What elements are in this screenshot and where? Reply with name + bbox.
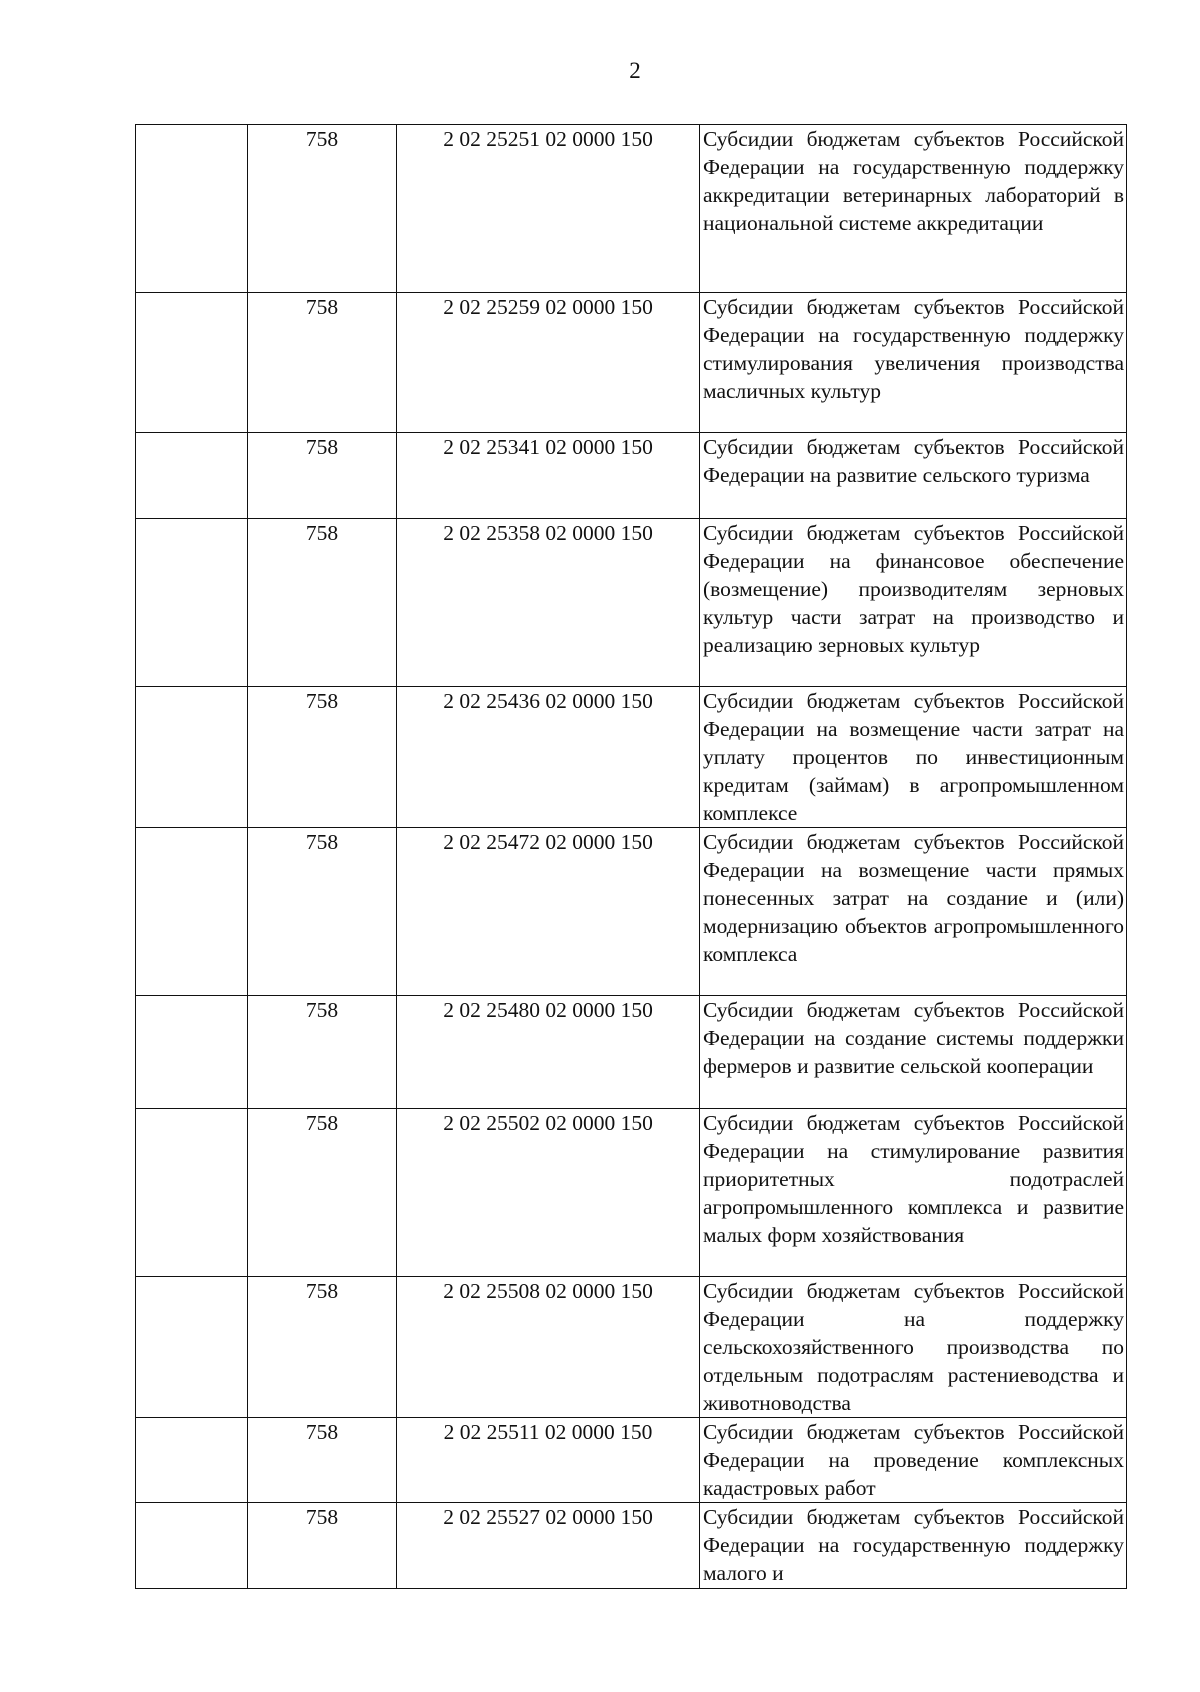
table-row — [136, 293, 1127, 433]
kbk-code-cell: 2 02 25502 02 0000 150 — [397, 1109, 700, 1277]
row-number-cell — [136, 1418, 248, 1503]
description-cell: Субсидии бюджетам субъектов Российской Федерации на поддержку сельскохозяйственного производства по отдельным подотраслям растениеводства и животноводства — [700, 1277, 1127, 1418]
row-number-cell — [136, 687, 248, 828]
description-cell: Субсидии бюджетам субъектов Российской Федерации на государственную поддержку малого и — [700, 1503, 1127, 1589]
table-row — [136, 1503, 1127, 1589]
budget-codes-table — [135, 124, 1127, 1589]
row-number-cell — [136, 1277, 248, 1418]
admin-code-cell: 758 — [248, 433, 397, 519]
table-row — [136, 433, 1127, 519]
row-number-cell — [136, 996, 248, 1109]
kbk-code-cell: 2 02 25508 02 0000 150 — [397, 1277, 700, 1418]
table-row — [136, 125, 1127, 293]
description-cell: Субсидии бюджетам субъектов Российской Федерации на развитие сельского туризма — [700, 433, 1127, 519]
admin-code-cell: 758 — [248, 1503, 397, 1589]
row-number-cell — [136, 828, 248, 996]
page-number: 2 — [629, 58, 641, 83]
admin-code-cell: 758 — [248, 1418, 397, 1503]
kbk-code-cell: 2 02 25511 02 0000 150 — [397, 1418, 700, 1503]
description-cell: Субсидии бюджетам субъектов Российской Федерации на создание системы поддержки фермеров и развитие сельской кооперации — [700, 996, 1127, 1109]
description-cell: Субсидии бюджетам субъектов Российской Федерации на стимулирование развития приоритетных подотраслей агропромышленного комплекса и развитие малых форм хозяйствования — [700, 1109, 1127, 1277]
admin-code-cell: 758 — [248, 1277, 397, 1418]
table-row — [136, 687, 1127, 828]
admin-code-cell: 758 — [248, 828, 397, 996]
admin-code-cell: 758 — [248, 519, 397, 687]
admin-code-cell: 758 — [248, 1109, 397, 1277]
kbk-code-cell: 2 02 25480 02 0000 150 — [397, 996, 700, 1109]
row-number-cell — [136, 433, 248, 519]
kbk-code-cell: 2 02 25472 02 0000 150 — [397, 828, 700, 996]
table-row — [136, 828, 1127, 996]
row-number-cell — [136, 125, 248, 293]
kbk-code-cell: 2 02 25259 02 0000 150 — [397, 293, 700, 433]
description-cell: Субсидии бюджетам субъектов Российской Федерации на возмещение части прямых понесенных затрат на создание и (или) модернизацию объектов агропромышленного комплекса — [700, 828, 1127, 996]
kbk-code-cell: 2 02 25527 02 0000 150 — [397, 1503, 700, 1589]
description-cell: Субсидии бюджетам субъектов Российской Федерации на финансовое обеспечение (возмещение) производителям зерновых культур части затрат на производство и реализацию зерновых культур — [700, 519, 1127, 687]
kbk-code-cell: 2 02 25341 02 0000 150 — [397, 433, 700, 519]
admin-code-cell: 758 — [248, 125, 397, 293]
table-body — [136, 125, 1127, 1589]
table-row — [136, 519, 1127, 687]
row-number-cell — [136, 519, 248, 687]
description-cell: Субсидии бюджетам субъектов Российской Федерации на возмещение части затрат на уплату процентов по инвестиционным кредитам (займам) в агропромышленном комплексе — [700, 687, 1127, 828]
table-row — [136, 1418, 1127, 1503]
table-row — [136, 1277, 1127, 1418]
table-row — [136, 996, 1127, 1109]
admin-code-cell: 758 — [248, 996, 397, 1109]
description-cell: Субсидии бюджетам субъектов Российской Федерации на государственную поддержку аккредитации ветеринарных лабораторий в национальной системе аккредитации — [700, 125, 1127, 293]
table-row — [136, 1109, 1127, 1277]
admin-code-cell: 758 — [248, 293, 397, 433]
kbk-code-cell: 2 02 25358 02 0000 150 — [397, 519, 700, 687]
row-number-cell — [136, 293, 248, 433]
admin-code-cell: 758 — [248, 687, 397, 828]
row-number-cell — [136, 1109, 248, 1277]
row-number-cell — [136, 1503, 248, 1589]
description-cell: Субсидии бюджетам субъектов Российской Федерации на государственную поддержку стимулирования увеличения производства масличных культур — [700, 293, 1127, 433]
kbk-code-cell: 2 02 25436 02 0000 150 — [397, 687, 700, 828]
kbk-code-cell: 2 02 25251 02 0000 150 — [397, 125, 700, 293]
description-cell: Субсидии бюджетам субъектов Российской Федерации на проведение комплексных кадастровых работ — [700, 1418, 1127, 1503]
